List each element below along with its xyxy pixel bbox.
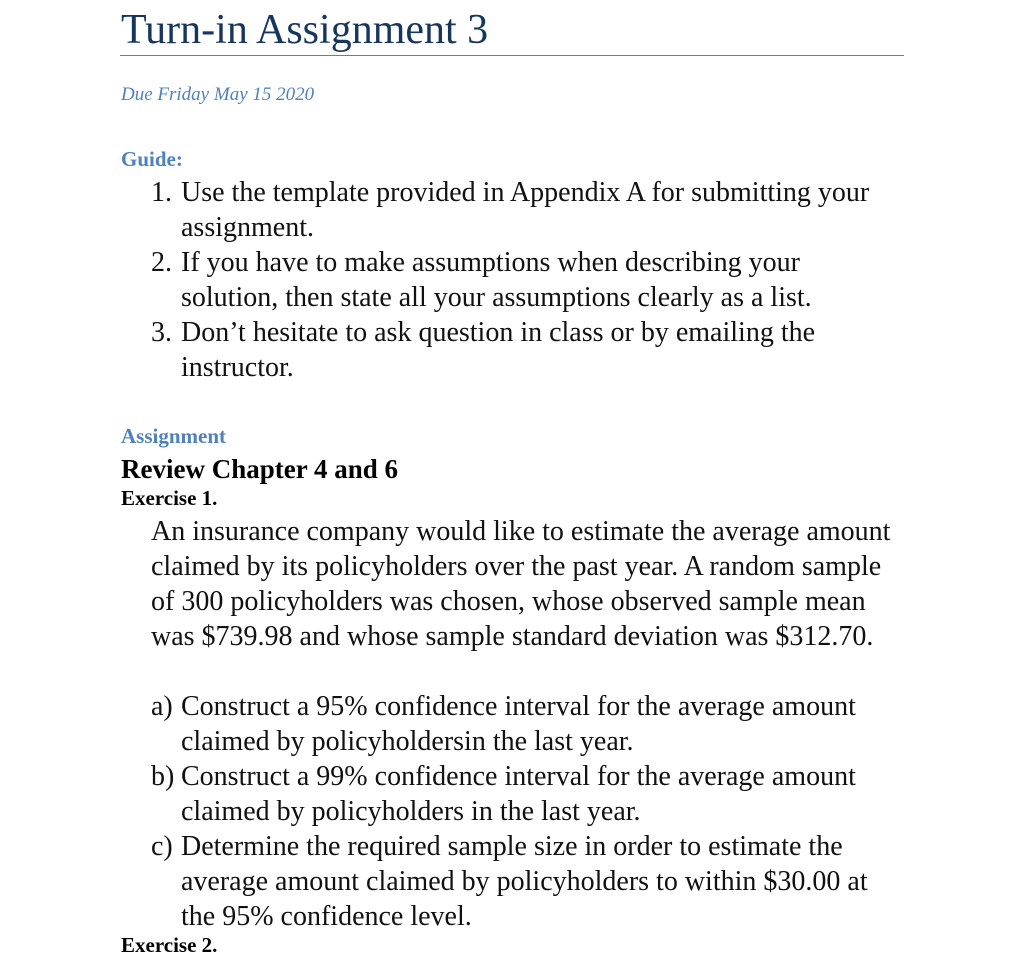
assignment-heading: Assignment [121,424,227,448]
guide-item-text: Don’t hesitate to ask question in class or by emailing the instructor. [181,317,816,383]
guide-item [151,245,891,315]
review-chapter-heading: Review Chapter 4 and 6 [121,454,399,484]
title-underline [120,55,904,56]
exercise-part-text: Determine the required sample size in order to estimate the average amount claimed by policyholders to within $30.00 at the 95% confidence level. [181,831,868,932]
exercise-part-text: Construct a 95% confidence interval for the average amount claimed by policyholdersin the last year. [181,691,856,757]
exercise-part [151,829,901,934]
exercise-part-text: Construct a 99% confidence interval for the average amount claimed by policyholders in the last year. [181,761,856,827]
guide-list [151,175,891,385]
guide-item-number: 1. [151,177,172,208]
document-title: Turn-in Assignment 3 [121,7,489,53]
guide-item [151,315,891,385]
guide-item-number: 3. [151,317,172,348]
exercise-part [151,689,901,759]
guide-heading: Guide: [121,147,183,171]
guide-item-number: 2. [151,247,172,278]
guide-item [151,175,891,245]
exercise-part-label: a) [151,691,173,722]
guide-item-text: If you have to make assumptions when describing your solution, then state all your assumptions clearly as a list. [181,247,812,313]
exercise-part-label: b) [151,761,175,792]
exercise-1-body: An insurance company would like to estimate the average amount claimed by its policyholders over the past year. A random sample of 300 policyholders was chosen, whose observed sample mean was $739.98 and whose sample standard deviation was $312.70. [151,516,891,652]
exercise-1-parts [151,689,901,934]
due-date-subtitle: Due Friday May 15 2020 [121,84,315,105]
guide-item-text: Use the template provided in Appendix A for submitting your assignment. [181,177,870,243]
exercise-2-heading: Exercise 2. [121,933,218,957]
exercise-1-heading: Exercise 1. [121,486,218,510]
exercise-part [151,759,901,829]
exercise-part-label: c) [151,831,173,862]
